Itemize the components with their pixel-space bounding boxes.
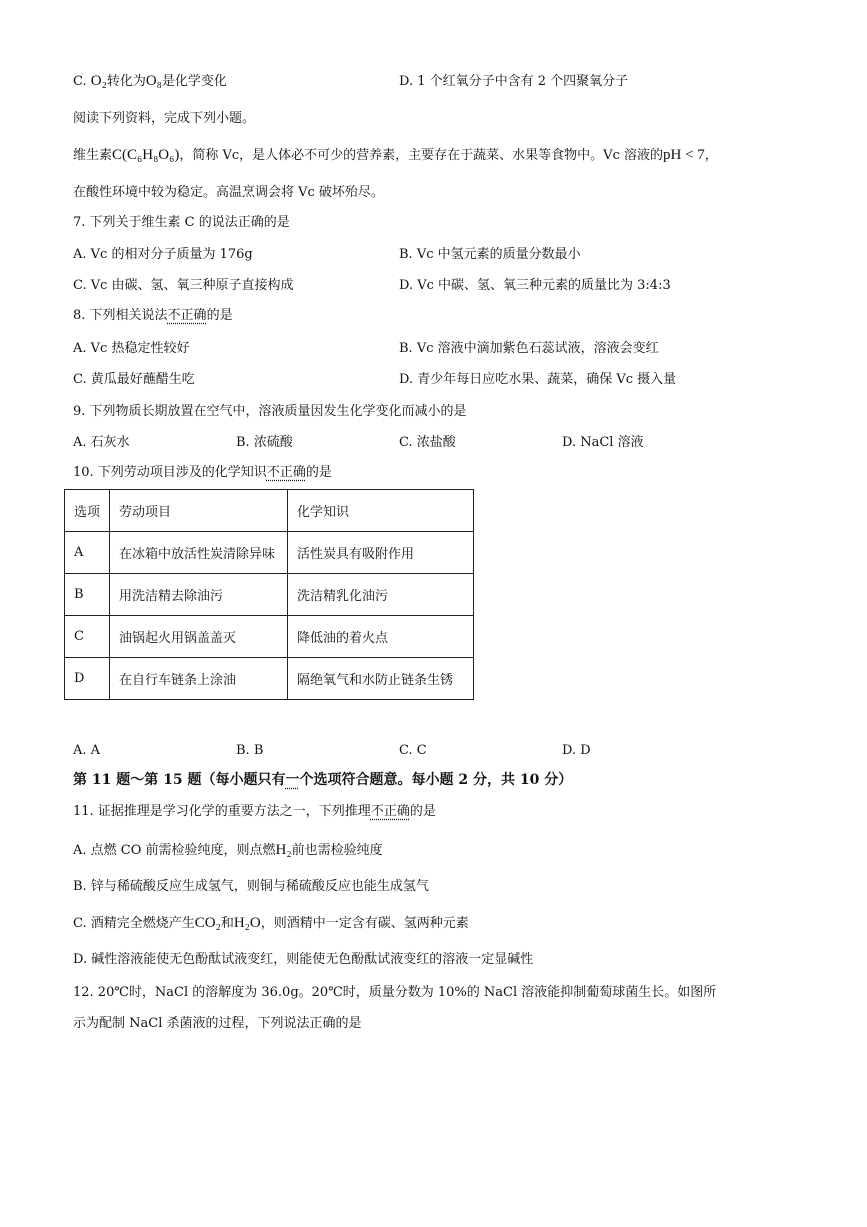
q7-option-c: C. Vc 由碳、氢、氧三种原子直接构成	[73, 278, 294, 293]
table-cell: A	[65, 532, 110, 574]
q10-option-d: D. D	[562, 743, 591, 758]
section-heading-text: 个选项符合题意。每小题 2 分，共 10 分）	[299, 772, 573, 788]
q11-option-c	[73, 913, 469, 934]
q11-stem-text: 的是	[409, 804, 436, 819]
formula-h2: H₂	[275, 842, 292, 858]
table-cell: 用洗洁精去除油污	[110, 574, 288, 616]
q7-option-b: B. Vc 中氢元素的质量分数最小	[399, 247, 581, 262]
reading-intro: 阅读下列资料，完成下列小题。	[73, 111, 256, 126]
formula-ph: pH < 7	[662, 147, 705, 163]
q10-stem-text: 的是	[305, 465, 332, 480]
q8-stem-text: 的是	[206, 308, 233, 323]
table-cell: 洗洁精乳化油污	[288, 574, 474, 616]
option-d-red-oxygen: D. 1 个红氧分子中含有 2 个四聚氧分子	[399, 74, 629, 89]
table-cell: C	[65, 616, 110, 658]
option-label: C.	[73, 74, 91, 89]
q9-option-c: C. 浓盐酸	[399, 435, 456, 450]
text-convert: 转化为	[106, 74, 146, 89]
q11-stem-text: 11. 证据推理是学习化学的重要方法之一，下列推理	[73, 804, 371, 819]
table-cell: 降低油的着火点	[288, 616, 474, 658]
q11-stem	[73, 802, 436, 822]
q9-option-a: A. 石灰水	[73, 435, 130, 450]
formula-o2: O₂	[90, 73, 107, 89]
reading-text: ，	[704, 148, 718, 163]
q10-option-c: C. C	[399, 743, 427, 758]
q8-option-b: B. Vc 溶液中滴加紫色石蕊试液，溶液会变红	[399, 341, 659, 356]
q12-stem-line-2: 示为配制 NaCl 杀菌液的过程，下列说法正确的是	[73, 1016, 362, 1031]
table-header-cell: 选项	[65, 490, 110, 532]
q9-option-d: D. NaCl 溶液	[562, 435, 644, 450]
q11-emphasis: 不正确	[370, 804, 410, 819]
table-cell: 活性炭具有吸附作用	[288, 532, 474, 574]
q10-table	[64, 489, 474, 700]
section-heading	[73, 770, 572, 790]
q8-stem-text: 8. 下列相关说法	[73, 308, 168, 323]
q7-option-a: A. Vc 的相对分子质量为 176g	[73, 247, 253, 262]
table-row	[65, 532, 474, 574]
reading-line-1	[73, 145, 718, 166]
q8-option-c: C. 黄瓜最好蘸醋生吃	[73, 372, 195, 387]
formula-h2o: H₂O	[233, 915, 261, 931]
table-cell: 隔绝氧气和水防止链条生锈	[288, 658, 474, 700]
q11-option-a	[73, 840, 383, 861]
q8-option-a: A. Vc 热稳定性较好	[73, 341, 190, 356]
q9-option-b: B. 浓硫酸	[236, 435, 293, 450]
table-header-row	[65, 490, 474, 532]
table-row	[65, 658, 474, 700]
q8-emphasis: 不正确	[167, 308, 207, 323]
reading-text: ，简称 Vc，是人体必不可少的营养素，主要存在于蔬菜、水果等食物中。Vc 溶液的	[179, 148, 663, 163]
q11-a-text: 前也需检验纯度	[291, 843, 383, 858]
table-row	[65, 616, 474, 658]
table-cell: D	[65, 658, 110, 700]
q10-option-b: B. B	[236, 743, 264, 758]
reading-line-2: 在酸性环境中较为稳定。高温烹调会将 Vc 破坏殆尽。	[73, 185, 384, 200]
q10-stem-text: 10. 下列劳动项目涉及的化学知识	[73, 465, 267, 480]
q9-stem: 9. 下列物质长期放置在空气中，溶液质量因发生化学变化而减小的是	[73, 404, 467, 419]
q7-stem: 7. 下列关于维生素 C 的说法正确的是	[73, 215, 290, 230]
q11-a-text: A. 点燃 CO 前需检验纯度，则点燃	[73, 843, 276, 858]
table-cell: B	[65, 574, 110, 616]
table-row	[65, 574, 474, 616]
q12-stem-line-1: 12. 20℃时，NaCl 的溶解度为 36.0g。20℃时，质量分数为 10%的 NaCl 溶液能抑制葡萄球菌生长。如图所	[73, 985, 717, 1000]
table-cell: 在冰箱中放活性炭清除异味	[110, 532, 288, 574]
table-cell: 在自行车链条上涂油	[110, 658, 288, 700]
section-heading-emphasis: 一	[285, 772, 300, 788]
table-header-cell: 化学知识	[288, 490, 474, 532]
table-header-cell: 劳动项目	[110, 490, 288, 532]
q8-option-d: D. 青少年每日应吃水果、蔬菜，确保 Vc 摄入量	[399, 372, 677, 387]
formula-vitamin-c: C(C₆H₈O₆)	[112, 147, 180, 163]
q11-option-b: B. 锌与稀硫酸反应生成氢气，则铜与稀硫酸反应也能生成氢气	[73, 879, 429, 894]
q11-option-d: D. 碱性溶液能使无色酚酞试液变红，则能使无色酚酞试液变红的溶液一定显碱性	[73, 952, 534, 967]
q8-stem	[73, 306, 233, 326]
section-heading-text: 第 11 题～第 15 题（每小题只有	[73, 772, 286, 788]
q11-c-text: 和	[220, 916, 234, 931]
q10-emphasis: 不正确	[266, 465, 306, 480]
option-c-o2-o8	[73, 71, 227, 92]
table-cell: 油锅起火用锅盖盖灭	[110, 616, 288, 658]
q11-c-text: C. 酒精完全燃烧产生	[73, 916, 195, 931]
q11-c-text: ，则酒精中一定含有碳、氢两种元素	[260, 916, 469, 931]
formula-co2: CO₂	[194, 915, 221, 931]
q10-option-a: A. A	[73, 743, 101, 758]
text-chemical-change: 是化学变化	[161, 74, 227, 89]
q7-option-d: D. Vc 中碳、氢、氧三种元素的质量比为 3:4:3	[399, 278, 671, 293]
reading-text: 维生素	[73, 148, 113, 163]
formula-o8: O₈	[145, 73, 162, 89]
q10-stem	[73, 463, 332, 483]
